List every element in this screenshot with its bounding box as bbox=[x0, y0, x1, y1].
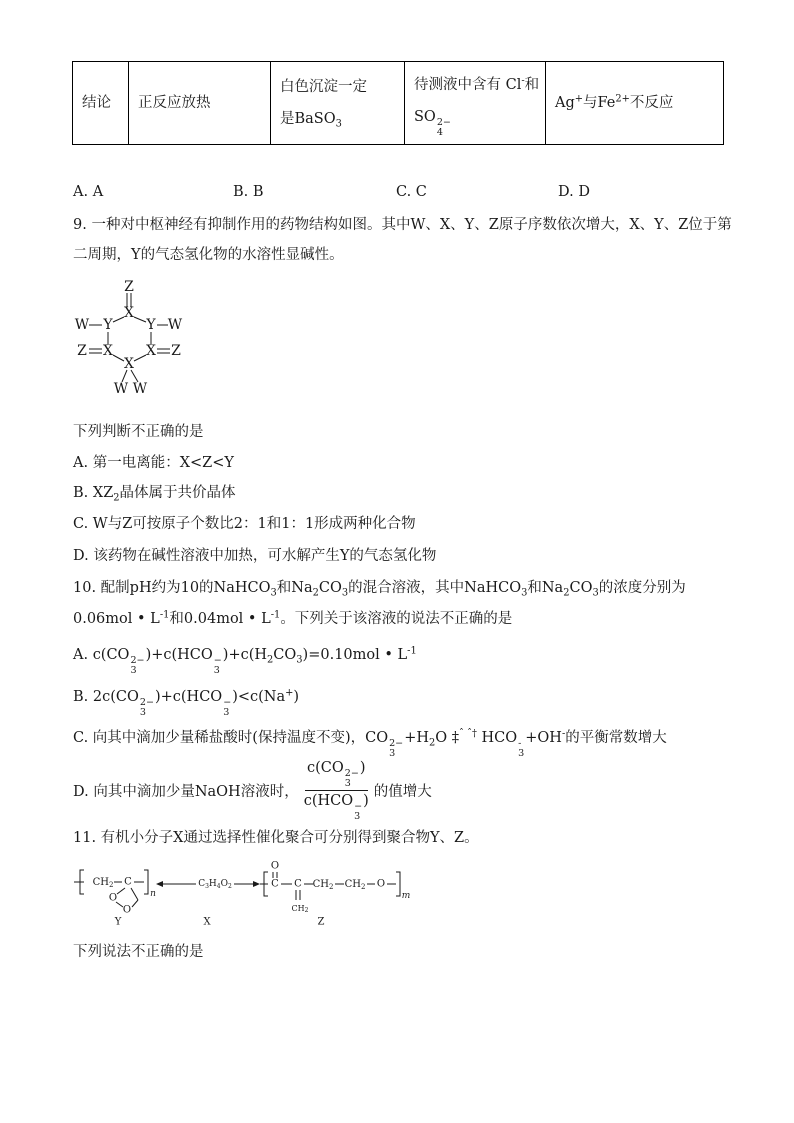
fraction-denominator bbox=[302, 791, 371, 822]
text-run: CH bbox=[92, 876, 109, 888]
text-run: ) bbox=[359, 759, 366, 776]
cell-text bbox=[555, 95, 673, 111]
superscript: − bbox=[213, 655, 222, 667]
superscript: -1 bbox=[407, 645, 417, 657]
atom-z-right: Z bbox=[171, 343, 181, 359]
text-run: c(CO bbox=[306, 759, 344, 776]
text-run: 和 bbox=[524, 76, 540, 93]
text-run: CH bbox=[312, 878, 329, 890]
q9-prompt: 下列判断不正确的是 bbox=[73, 424, 204, 440]
y-ring-bond-1 bbox=[117, 888, 125, 894]
text-run: 待测液中含有 Cl bbox=[414, 76, 522, 93]
q8-conclusion-table bbox=[72, 61, 724, 145]
text-run: )+c(H bbox=[222, 647, 268, 663]
subscript: 2 bbox=[312, 587, 319, 599]
q11-prompt: 下列说法不正确的是 bbox=[73, 944, 204, 960]
z-carbon-2: C bbox=[294, 878, 302, 890]
text-run: Ag bbox=[555, 95, 575, 111]
q9-option-b bbox=[73, 483, 236, 503]
superscript: + bbox=[285, 687, 294, 699]
bond-x-right-x-bottom bbox=[134, 355, 146, 361]
sub-superscript bbox=[223, 698, 231, 718]
subscript: 2 bbox=[360, 883, 366, 891]
table-cell-d bbox=[546, 62, 724, 145]
q10-stem-line2 bbox=[73, 609, 512, 629]
cell-text: 结论 bbox=[82, 95, 111, 111]
subscript: 3 bbox=[270, 587, 277, 599]
q8-option-a: A. A bbox=[73, 184, 104, 200]
subscript: 2 bbox=[328, 883, 334, 891]
text-run: )+c(HCO bbox=[154, 689, 223, 705]
table-row bbox=[73, 62, 724, 145]
subscript: 3 bbox=[205, 882, 209, 890]
text-run: ) bbox=[293, 689, 300, 705]
superscript: − bbox=[223, 697, 232, 709]
atom-z-top: Z bbox=[124, 279, 134, 295]
cell-line bbox=[414, 69, 545, 101]
q11-stem: 11. 有机小分子X通过选择性催化聚合可分别得到聚合物Y、Z。 bbox=[73, 830, 479, 846]
superscript: - bbox=[521, 75, 525, 87]
text-run: 和Na bbox=[276, 580, 313, 596]
text-run: 与Fe bbox=[583, 95, 616, 111]
text-run: B. XZ bbox=[73, 485, 114, 501]
sub-superscript bbox=[354, 802, 362, 822]
concentration-ratio-fraction bbox=[302, 759, 371, 822]
subscript: 2 bbox=[429, 737, 436, 749]
text-run: c(HCO bbox=[303, 792, 354, 809]
q11-polymerization-diagram bbox=[70, 858, 415, 930]
sub-superscript bbox=[214, 656, 222, 676]
subscript: 4 bbox=[216, 882, 221, 890]
option-d-suffix: 的值增大 bbox=[373, 783, 432, 800]
y-ch2-group bbox=[93, 877, 114, 890]
subscript: 3 bbox=[213, 665, 220, 677]
bond-x-y-left bbox=[113, 317, 124, 322]
atom-y-left: Y bbox=[103, 317, 113, 333]
y-ring-oxygen-2: O bbox=[122, 904, 132, 916]
z-ch2-group-a bbox=[313, 879, 334, 892]
text-run: 是BaSO bbox=[280, 111, 336, 127]
superscript: - bbox=[561, 728, 566, 740]
text-run: 晶体属于共价晶体 bbox=[119, 485, 236, 501]
subscript: 3 bbox=[296, 654, 303, 666]
q10-option-b bbox=[73, 687, 300, 719]
superscript: 2− bbox=[139, 697, 154, 709]
atom-y-right: Y bbox=[146, 317, 156, 333]
q8-option-c: C. C bbox=[396, 184, 427, 200]
y-repeat-n: n bbox=[150, 889, 156, 899]
text-run: 0.06mol • L bbox=[73, 611, 160, 627]
atom-w-bottom-2: W bbox=[132, 381, 148, 397]
atom-w-bottom-1: W bbox=[113, 381, 129, 397]
subscript: 3 bbox=[341, 587, 349, 599]
sub-superscript bbox=[345, 769, 359, 789]
text-run: )=0.10mol • L bbox=[302, 647, 408, 663]
table-cell-c bbox=[405, 62, 546, 145]
atom-w-right: W bbox=[167, 317, 183, 333]
sub-superscript bbox=[437, 118, 451, 138]
label-x: X bbox=[203, 916, 211, 928]
q9-option-c: C. W与Z可按原子个数比2：1和1：1形成两种化合物 bbox=[73, 516, 416, 532]
sub-superscript bbox=[518, 739, 524, 759]
arrow-right-icon bbox=[253, 881, 260, 887]
subscript: 3 bbox=[139, 707, 146, 719]
text-run: 和0.04mol • L bbox=[169, 611, 271, 627]
q9-option-d: D. 该药物在碱性溶液中加热，可水解产生Y的气态氢化物 bbox=[73, 548, 437, 564]
subscript: 3 bbox=[592, 587, 599, 599]
text-run: 和Na bbox=[527, 580, 564, 596]
text-run: ) bbox=[363, 792, 369, 809]
subscript: 3 bbox=[354, 810, 361, 822]
subscript: 2 bbox=[227, 882, 232, 890]
atom-x-top: X bbox=[124, 305, 134, 321]
q10-option-c bbox=[73, 728, 667, 760]
q9-molecule-structure bbox=[60, 275, 200, 400]
text-run: +H bbox=[404, 730, 429, 746]
option-d-prefix: D. 向其中滴加少量NaOH溶液时， bbox=[73, 783, 299, 800]
text-run: H bbox=[208, 879, 217, 889]
subscript: 3 bbox=[335, 118, 342, 130]
superscript: 2− bbox=[130, 655, 145, 667]
superscript: − bbox=[354, 800, 363, 812]
text-run: C. 向其中滴加少量稀盐酸时(保持温度不变)，CO bbox=[73, 730, 389, 746]
arrow-left-icon bbox=[156, 881, 163, 887]
q9-stem-line2: 二周期，Y的气态氢化物的水溶性显碱性。 bbox=[73, 247, 344, 263]
text-run: 的平衡常数增大 bbox=[565, 730, 667, 746]
text-run: 的混合溶液，其中NaHCO bbox=[348, 580, 522, 596]
q8-option-b: B. B bbox=[233, 184, 264, 200]
subscript: 3 bbox=[518, 748, 525, 760]
subscript: 3 bbox=[389, 748, 396, 760]
cell-text: 正反应放热 bbox=[138, 95, 211, 111]
sub-superscript bbox=[389, 739, 403, 759]
table-cell-a bbox=[129, 62, 271, 145]
subscript: 2 bbox=[113, 492, 120, 504]
superscript: 2+ bbox=[615, 93, 630, 105]
y-carbon: C bbox=[124, 876, 132, 888]
atom-x-bottom: X bbox=[124, 356, 134, 372]
subscript: 4 bbox=[436, 126, 443, 138]
cell-line bbox=[414, 101, 545, 138]
subscript: 2 bbox=[563, 587, 570, 599]
z-repeat-m: m bbox=[401, 891, 411, 901]
subscript: 3 bbox=[130, 665, 137, 677]
text-run: 不反应 bbox=[629, 95, 674, 111]
text-run: SO bbox=[414, 108, 436, 125]
text-run: 10. 配制pH约为10的NaHCO bbox=[73, 580, 271, 596]
text-run: +OH bbox=[525, 730, 562, 746]
z-ch2-bottom bbox=[292, 904, 309, 914]
z-carbonyl-oxygen: O bbox=[270, 860, 280, 872]
superscript: -1 bbox=[270, 609, 281, 621]
text-run: A. c(CO bbox=[73, 647, 130, 663]
cell-line bbox=[280, 103, 404, 135]
superscript: 2− bbox=[389, 738, 404, 750]
q10-stem-line1 bbox=[73, 578, 686, 598]
superscript: - bbox=[518, 738, 522, 750]
y-bracket-right bbox=[144, 870, 148, 894]
text-run: CO bbox=[273, 647, 297, 663]
superscript: ˆ ˆ† bbox=[459, 728, 477, 740]
subscript: 3 bbox=[223, 707, 230, 719]
text-run: )+c(HCO bbox=[145, 647, 213, 663]
q10-option-a bbox=[73, 645, 417, 677]
bond-x-left-x-bottom bbox=[113, 355, 124, 361]
sub-superscript bbox=[140, 698, 154, 718]
table-cell-b bbox=[271, 62, 405, 145]
text-run: CH bbox=[344, 878, 361, 890]
text-run: HCO bbox=[476, 730, 518, 746]
text-run: O ‡ bbox=[435, 730, 460, 746]
table-cell-label bbox=[73, 62, 129, 145]
subscript: 2 bbox=[267, 654, 274, 666]
bond-x-y-right bbox=[134, 317, 146, 322]
text-run: CO bbox=[318, 580, 342, 596]
label-y: Y bbox=[114, 916, 122, 928]
text-run: 的浓度分别为 bbox=[598, 580, 686, 596]
atom-w-left: W bbox=[74, 317, 90, 333]
atom-x-left: X bbox=[103, 343, 113, 359]
text-run: CO bbox=[569, 580, 593, 596]
q8-option-d: D. D bbox=[558, 184, 590, 200]
superscript: 2− bbox=[436, 116, 451, 128]
y-ring-bond-3 bbox=[132, 900, 138, 907]
q9-option-a: A. 第一电离能：X<Z<Y bbox=[73, 455, 234, 471]
superscript: + bbox=[574, 93, 584, 105]
sub-superscript bbox=[130, 656, 144, 676]
subscript: 2 bbox=[108, 881, 114, 889]
text-run: C bbox=[198, 879, 206, 889]
text-run: 。下列关于该溶液的说法不正确的是 bbox=[280, 611, 513, 627]
z-ether-oxygen: O bbox=[376, 878, 386, 890]
subscript: 3 bbox=[521, 587, 528, 599]
atom-x-right: X bbox=[146, 343, 156, 359]
label-z: Z bbox=[317, 916, 325, 928]
atom-z-left: Z bbox=[77, 343, 87, 359]
fraction-numerator bbox=[305, 759, 368, 791]
text-run: )<c(Na bbox=[232, 689, 286, 705]
x-formula bbox=[198, 879, 232, 890]
subscript: 3 bbox=[344, 777, 351, 789]
z-bracket-right bbox=[396, 872, 400, 896]
text-run: CH bbox=[291, 903, 305, 913]
cell-line: 白色沉淀一定 bbox=[280, 79, 367, 95]
z-ch2-group-b bbox=[345, 879, 366, 892]
text-run: B. 2c(CO bbox=[73, 689, 139, 705]
superscript: 2− bbox=[344, 768, 359, 779]
y-ring-bond-4 bbox=[131, 888, 138, 900]
text-run: O bbox=[220, 879, 228, 889]
superscript: -1 bbox=[159, 609, 170, 621]
z-carbon-1: C bbox=[271, 878, 279, 890]
subscript: 2 bbox=[304, 906, 309, 914]
q9-stem-line1: 9. 一种对中枢神经有抑制作用的药物结构如图。其中W、X、Y、Z原子序数依次增大，X、Y、Z位于第 bbox=[73, 217, 732, 233]
q10-option-d bbox=[73, 759, 432, 822]
y-ring-oxygen-1: O bbox=[108, 892, 118, 904]
